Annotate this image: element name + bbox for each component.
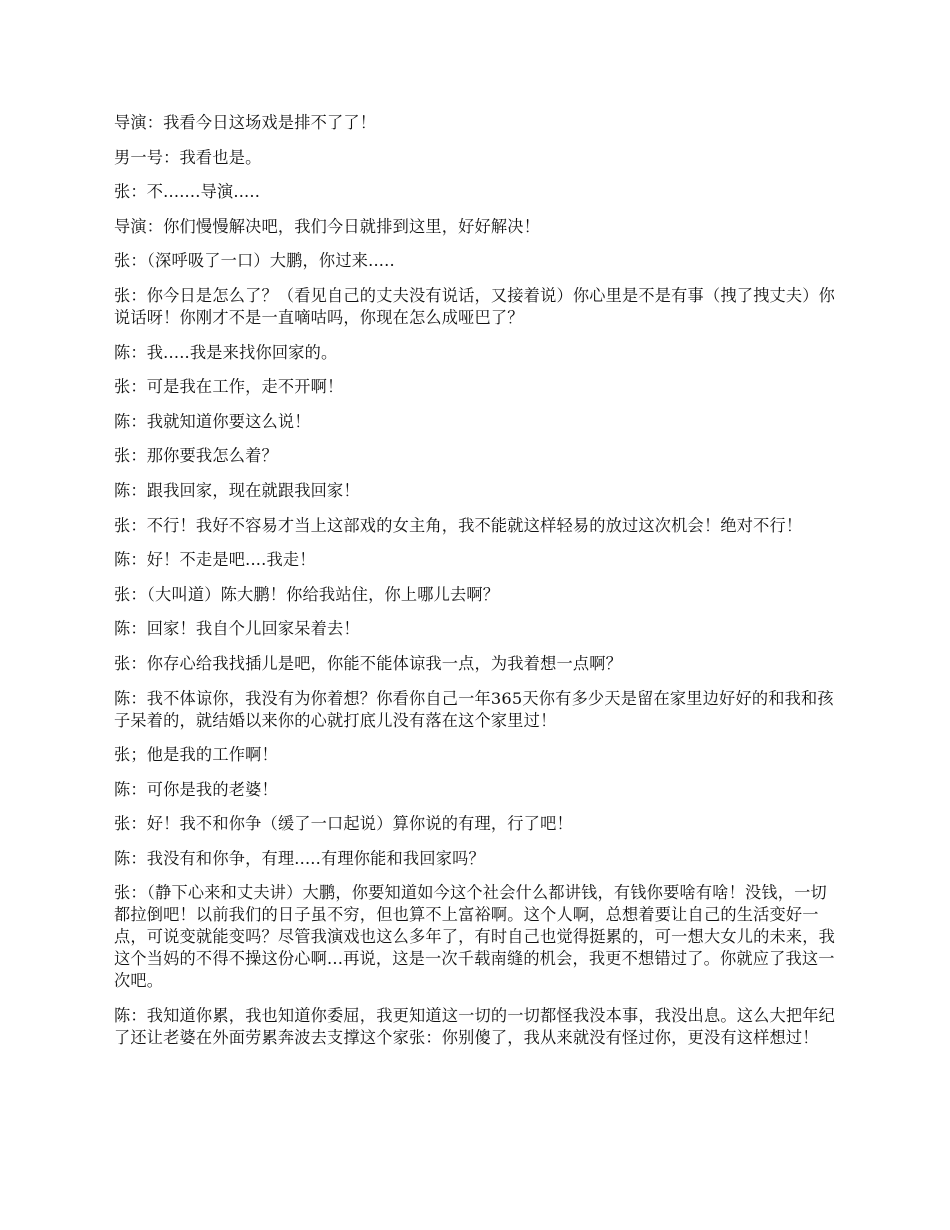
- dialogue-line: 陈：跟我回家，现在就跟我回家！: [114, 480, 360, 500]
- document-body: [114, 112, 840, 1062]
- dialogue-line: 张：（静下心来和丈夫讲）大鹏，你要知道如今这个社会什么都讲钱，有钱你要啥有啥！没钱，一切都拉倒吧！以前我们的日子虽不穷，但也算不上富裕啊。这个人啊，总想着要让自己的生活变好一点，可说变就能变吗？尽管我演戏也这么多年了，有时自己也觉得挺累的，可一想大女儿的未来，我这个当妈的不得不操这份心啊...再说，这是一次千载南缝的机会，我更不想错过了。你就应了我这一次吧。: [114, 883, 836, 991]
- dialogue-line: 导演：你们慢慢解决吧，我们今日就排到这里，好好解决！: [114, 216, 541, 236]
- dialogue-line: 陈：我就知道你要这么说！: [114, 411, 311, 431]
- dialogue-line: 张：不行！我好不容易才当上这部戏的女主角，我不能就这样轻易的放过这次机会！绝对不行！: [114, 515, 803, 535]
- dialogue-line: 陈：我知道你累，我也知道你委屈，我更知道这一切的一切都怪我没本事，我没出息。这么大把年纪了还让老婆在外面劳累奔波去支撑这个家张：你别傻了，我从来就没有怪过你，更没有这样想过！: [114, 1006, 836, 1048]
- dialogue-line: 张：你今日是怎么了？（看见自己的丈夫没有说话，又接着说）你心里是不是有事（拽了拽丈夫）你说话呀！你刚才不是一直嘀咕吗，你现在怎么成哑巴了？: [114, 285, 836, 327]
- dialogue-line: 陈：回家！我自个儿回家呆着去！: [114, 619, 360, 639]
- dialogue-line: 陈：我.....我是来找你回家的。: [114, 342, 338, 362]
- dialogue-line: 陈：我不体谅你，我没有为你着想？你看你自己一年365天你有多少天是留在家里边好好的和我和孩子呆着的，就结婚以来你的心就打底儿没有落在这个家里过！: [114, 688, 834, 730]
- dialogue-line: 陈：好！不走是吧....我走！: [114, 550, 316, 570]
- dialogue-line: 男一号：我看也是。: [114, 147, 262, 167]
- dialogue-line: 张：（深呼吸了一口）大鹏，你过来.....: [114, 251, 395, 271]
- dialogue-line: 导演：我看今日这场戏是排不了了！: [114, 113, 377, 132]
- dialogue-line: 张：不.......导演.....: [114, 182, 261, 202]
- dialogue-line: 张；他是我的工作啊！: [114, 745, 278, 765]
- dialogue-line: 陈：可你是我的老婆！: [114, 779, 278, 799]
- dialogue-line: 张：好！我不和你争（缓了一口起说）算你说的有理，行了吧！: [114, 814, 573, 834]
- dialogue-line: 张：你存心给我找插儿是吧，你能不能体谅我一点，为我着想一点啊？: [114, 653, 623, 673]
- dialogue-line: 张：（大叫道）陈大鹏！你给我站住，你上哪儿去啊？: [114, 584, 500, 604]
- dialogue-line: 陈：我没有和你争，有理.....有理你能和我回家吗？: [114, 848, 485, 868]
- dialogue-line: 张：那你要我怎么着？: [114, 446, 278, 466]
- dialogue-line: 张：可是我在工作，走不开啊！: [114, 377, 344, 397]
